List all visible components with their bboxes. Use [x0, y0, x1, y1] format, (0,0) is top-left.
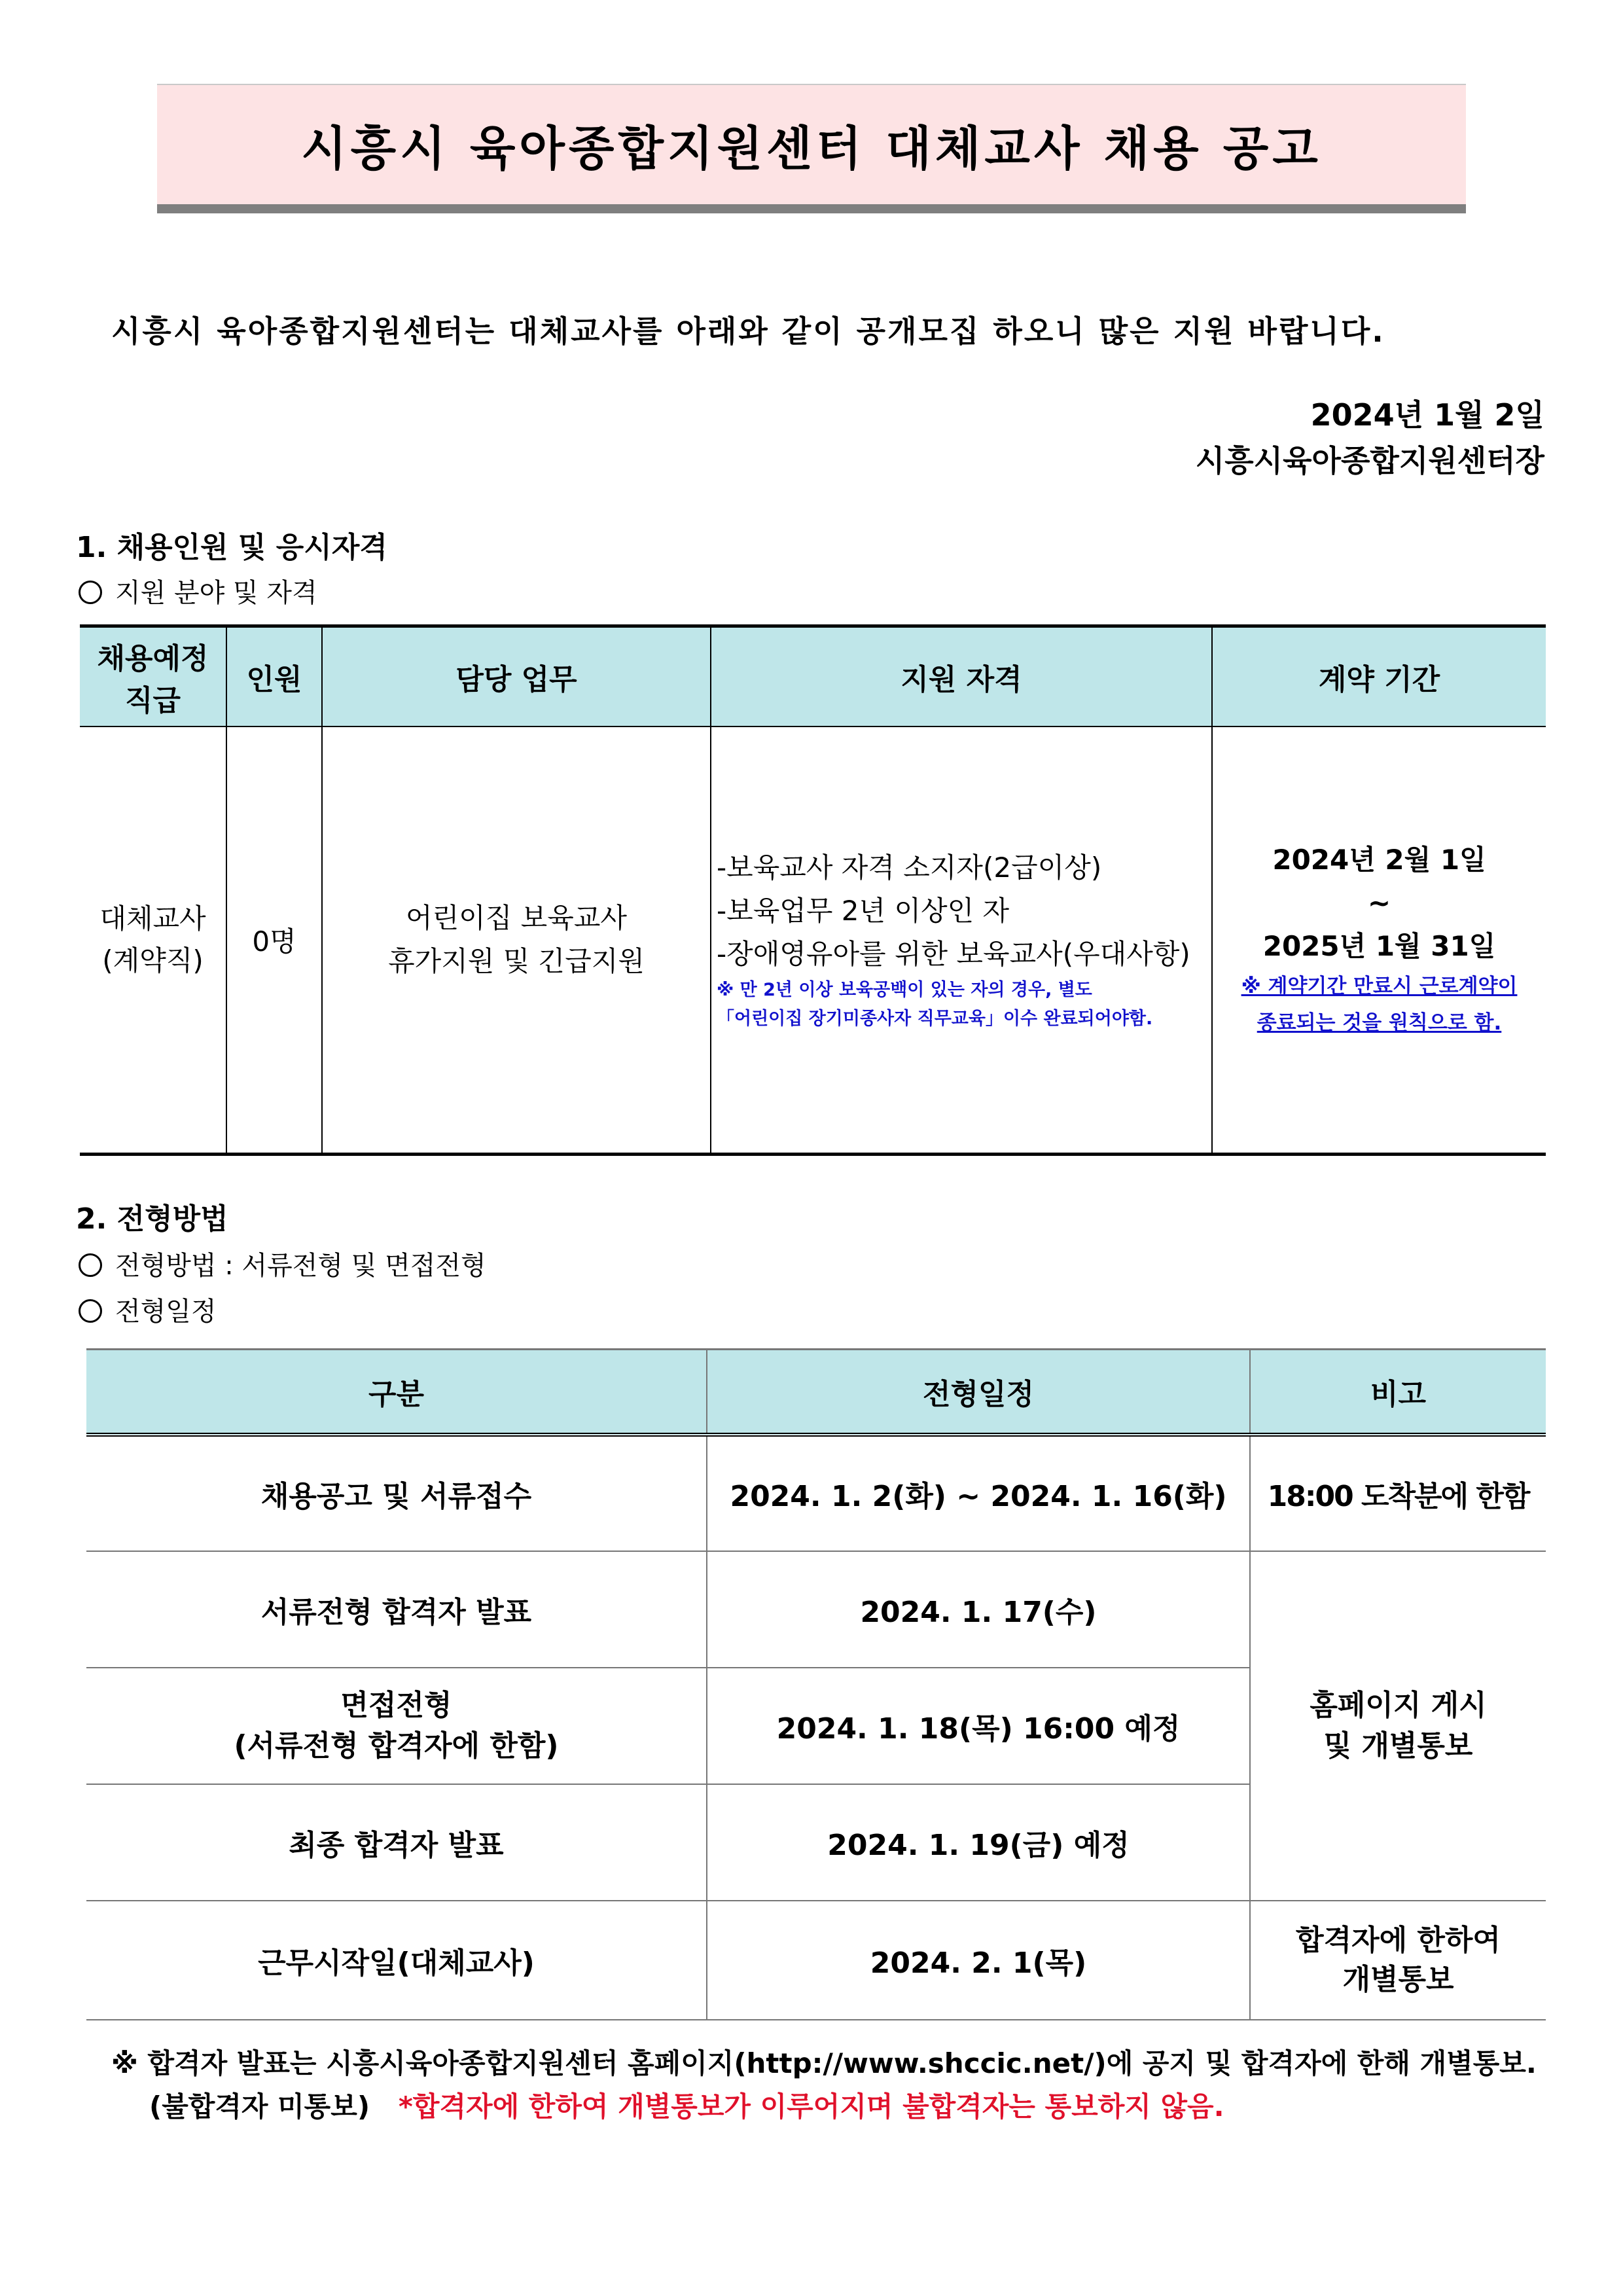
signer: 시흥시육아종합지원센터장 [1195, 443, 1544, 478]
row-note: 18:00 도착분에 한함 [1250, 1435, 1546, 1551]
row-category: 채용공고 및 서류접수 [86, 1435, 707, 1551]
cell-position: 대체교사 (계약직) [80, 726, 226, 1155]
header-qualification: 지원 자격 [711, 626, 1212, 727]
row-schedule: 2024. 2. 1(목) [707, 1901, 1250, 2020]
header-schedule: 전형일정 [707, 1350, 1250, 1435]
circle-bullet-icon [79, 1253, 102, 1277]
table-row [86, 1901, 1546, 2020]
section2-sub1: 전형방법 : 서류전형 및 면접전형 [79, 1245, 486, 1282]
page-title: 시흥시 육아종합지원센터 대체교사 채용 공고 [301, 121, 1322, 176]
section2-sub2: 전형일정 [79, 1291, 217, 1328]
header-duty: 담당 업무 [322, 626, 711, 727]
schedule-header-row [86, 1350, 1546, 1435]
schedule-table [86, 1348, 1546, 2020]
row-schedule: 2024. 1. 19(금) 예정 [707, 1784, 1250, 1901]
header-count: 인원 [226, 626, 322, 727]
header-note: 비고 [1250, 1350, 1546, 1435]
cell-qualification: -보육교사 자격 소지자(2급이상) -보육업무 2년 이상인 자 -장애영유아를 위한 보육교사(우대사항) ※ 만 2년 이상 보육공백이 있는 자의 경우, 별도 「어린이집 장기미종사자 직무교육」이수 완료되어야함. [711, 726, 1212, 1155]
table-row [86, 1435, 1546, 1551]
title-banner [157, 84, 1466, 204]
intro-text: 시흥시 육아종합지원센터는 대체교사를 아래와 같이 공개모집 하오니 많은 지원 바랍니다. [111, 314, 1385, 349]
circle-bullet-icon [79, 1299, 102, 1323]
cell-period: 2024년 2월 1일 ~ 2025년 1월 31일 ※ 계약기간 만료시 근로계약이 종료되는 것을 원칙으로 함. [1212, 726, 1546, 1155]
row-category: 최종 합격자 발표 [86, 1784, 707, 1901]
circle-bullet-icon [79, 581, 102, 604]
section1-sub: 지원 분야 및 자격 [79, 572, 317, 609]
row-category: 서류전형 합격자 발표 [86, 1551, 707, 1668]
row-schedule: 2024. 1. 2(화) ~ 2024. 1. 16(화) [707, 1435, 1250, 1551]
notice-date: 2024년 1월 2일 [1310, 397, 1544, 433]
recruitment-table [80, 624, 1546, 1156]
row-schedule: 2024. 1. 17(수) [707, 1551, 1250, 1668]
table-row [86, 1551, 1546, 1668]
header-category: 구분 [86, 1350, 707, 1435]
row-note: 합격자에 한하여 개별통보 [1250, 1901, 1546, 2020]
footer-note-2: (불합격자 미통보) *합격자에 한하여 개별통보가 이루어지며 불합격자는 통보하지 않음. [149, 2090, 1224, 2123]
row-category: 면접전형 (서류전형 합격자에 한함) [86, 1668, 707, 1784]
table-row [80, 726, 1546, 1155]
footer-note: ※ 합격자 발표는 시흥시육아종합지원센터 홈페이지(http://www.shccic.net/)에 공지 및 합격자에 한해 개별통보. [111, 2047, 1537, 2079]
merged-note: 홈페이지 게시 및 개별통보 [1250, 1551, 1546, 1901]
cell-duty: 어린이집 보육교사 휴가지원 및 긴급지원 [322, 726, 711, 1155]
header-position: 채용예정 직급 [80, 626, 226, 727]
table-header-row [80, 626, 1546, 727]
row-schedule: 2024. 1. 18(목) 16:00 예정 [707, 1668, 1250, 1784]
header-period: 계약 기간 [1212, 626, 1546, 727]
section1-heading: 1. 채용인원 및 응시자격 [76, 531, 387, 564]
row-category: 근무시작일(대체교사) [86, 1901, 707, 2020]
cell-count: 0명 [226, 726, 322, 1155]
section2-heading: 2. 전형방법 [76, 1202, 228, 1236]
